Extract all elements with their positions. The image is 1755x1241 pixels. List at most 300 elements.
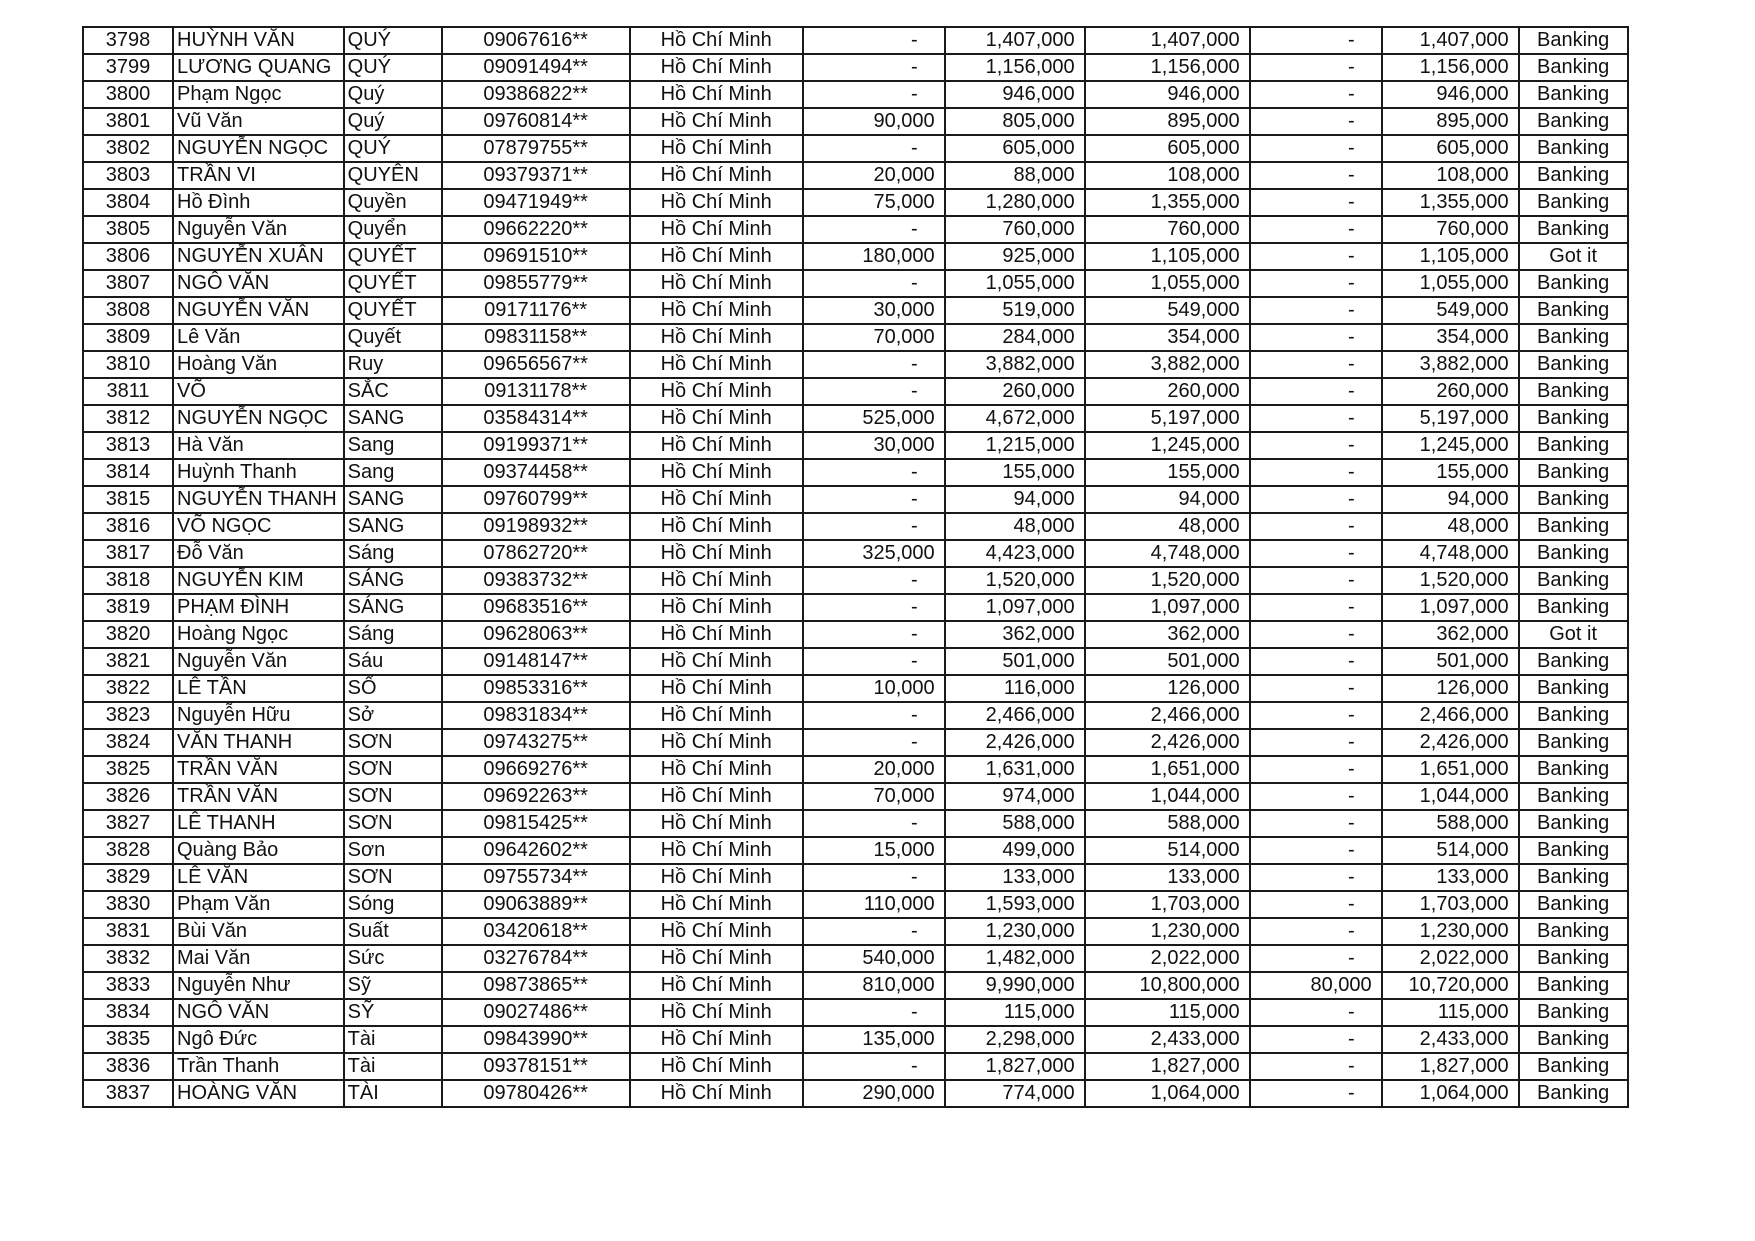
table-row [83, 54, 1628, 81]
city-cell: Hồ Chí Minh [630, 675, 803, 702]
deduction-cell: - [1250, 243, 1382, 270]
total-cell: 1,651,000 [1085, 756, 1250, 783]
amount-b-cell: 48,000 [945, 513, 1085, 540]
total-cell: 588,000 [1085, 810, 1250, 837]
given-name-cell: Quyền [344, 189, 442, 216]
city-cell: Hồ Chí Minh [630, 513, 803, 540]
amount-b-cell: 1,097,000 [945, 594, 1085, 621]
amount-a-cell: 110,000 [803, 891, 945, 918]
net-amount-cell: 1,245,000 [1382, 432, 1519, 459]
payment-method-cell: Banking [1519, 513, 1628, 540]
amount-b-cell: 1,593,000 [945, 891, 1085, 918]
phone-cell: 07879755** [442, 135, 630, 162]
deduction-cell: - [1250, 81, 1382, 108]
given-name-cell: SỸ [344, 999, 442, 1026]
row-number: 3835 [83, 1026, 173, 1053]
deduction-cell: - [1250, 405, 1382, 432]
given-name-cell: Tài [344, 1053, 442, 1080]
amount-b-cell: 284,000 [945, 324, 1085, 351]
table-row [83, 837, 1628, 864]
total-cell: 2,426,000 [1085, 729, 1250, 756]
amount-b-cell: 362,000 [945, 621, 1085, 648]
given-name-cell: SƠN [344, 864, 442, 891]
payment-method-cell: Banking [1519, 648, 1628, 675]
payment-method-cell: Banking [1519, 81, 1628, 108]
first-name-cell: TRẦN VI [173, 162, 344, 189]
total-cell: 115,000 [1085, 999, 1250, 1026]
net-amount-cell: 2,426,000 [1382, 729, 1519, 756]
first-name-cell: Hồ Đình [173, 189, 344, 216]
phone-cell: 03420618** [442, 918, 630, 945]
deduction-cell: - [1250, 324, 1382, 351]
total-cell: 2,466,000 [1085, 702, 1250, 729]
row-number: 3828 [83, 837, 173, 864]
row-number: 3822 [83, 675, 173, 702]
table-row [83, 459, 1628, 486]
total-cell: 1,097,000 [1085, 594, 1250, 621]
payment-method-cell: Banking [1519, 1080, 1628, 1107]
net-amount-cell: 2,022,000 [1382, 945, 1519, 972]
city-cell: Hồ Chí Minh [630, 999, 803, 1026]
table-row [83, 783, 1628, 810]
amount-b-cell: 1,230,000 [945, 918, 1085, 945]
total-cell: 1,407,000 [1085, 27, 1250, 54]
city-cell: Hồ Chí Minh [630, 891, 803, 918]
net-amount-cell: 1,230,000 [1382, 918, 1519, 945]
given-name-cell: Quý [344, 108, 442, 135]
deduction-cell: - [1250, 1053, 1382, 1080]
amount-a-cell: - [803, 810, 945, 837]
phone-cell: 09691510** [442, 243, 630, 270]
amount-b-cell: 1,156,000 [945, 54, 1085, 81]
first-name-cell: HUỲNH VĂN [173, 27, 344, 54]
first-name-cell: Bùi Văn [173, 918, 344, 945]
row-number: 3817 [83, 540, 173, 567]
net-amount-cell: 1,407,000 [1382, 27, 1519, 54]
phone-cell: 09760799** [442, 486, 630, 513]
row-number: 3833 [83, 972, 173, 999]
table-row [83, 108, 1628, 135]
deduction-cell: - [1250, 189, 1382, 216]
phone-cell: 03276784** [442, 945, 630, 972]
amount-b-cell: 774,000 [945, 1080, 1085, 1107]
first-name-cell: Phạm Ngọc [173, 81, 344, 108]
amount-b-cell: 1,215,000 [945, 432, 1085, 459]
given-name-cell: Quyển [344, 216, 442, 243]
city-cell: Hồ Chí Minh [630, 594, 803, 621]
payment-method-cell: Banking [1519, 783, 1628, 810]
amount-b-cell: 155,000 [945, 459, 1085, 486]
amount-a-cell: - [803, 270, 945, 297]
net-amount-cell: 1,827,000 [1382, 1053, 1519, 1080]
amount-a-cell: - [803, 594, 945, 621]
table-row [83, 810, 1628, 837]
given-name-cell: QUÝ [344, 135, 442, 162]
deduction-cell: - [1250, 351, 1382, 378]
first-name-cell: Vũ Văn [173, 108, 344, 135]
phone-cell: 09091494** [442, 54, 630, 81]
deduction-cell: - [1250, 1080, 1382, 1107]
payment-method-cell: Banking [1519, 54, 1628, 81]
given-name-cell: SƠN [344, 783, 442, 810]
first-name-cell: Ngô Đức [173, 1026, 344, 1053]
amount-b-cell: 501,000 [945, 648, 1085, 675]
given-name-cell: Sang [344, 432, 442, 459]
amount-a-cell: - [803, 378, 945, 405]
total-cell: 1,055,000 [1085, 270, 1250, 297]
amount-b-cell: 4,672,000 [945, 405, 1085, 432]
city-cell: Hồ Chí Minh [630, 1080, 803, 1107]
amount-a-cell: - [803, 135, 945, 162]
phone-cell: 09755734** [442, 864, 630, 891]
table-row [83, 918, 1628, 945]
payment-method-cell: Banking [1519, 594, 1628, 621]
city-cell: Hồ Chí Minh [630, 918, 803, 945]
row-number: 3832 [83, 945, 173, 972]
net-amount-cell: 895,000 [1382, 108, 1519, 135]
amount-b-cell: 2,466,000 [945, 702, 1085, 729]
table-row [83, 999, 1628, 1026]
first-name-cell: VÕ [173, 378, 344, 405]
city-cell: Hồ Chí Minh [630, 810, 803, 837]
table-row [83, 702, 1628, 729]
amount-a-cell: - [803, 1053, 945, 1080]
net-amount-cell: 1,520,000 [1382, 567, 1519, 594]
total-cell: 5,197,000 [1085, 405, 1250, 432]
amount-a-cell: - [803, 864, 945, 891]
city-cell: Hồ Chí Minh [630, 189, 803, 216]
given-name-cell: QUÝ [344, 27, 442, 54]
row-number: 3802 [83, 135, 173, 162]
total-cell: 2,433,000 [1085, 1026, 1250, 1053]
phone-cell: 09656567** [442, 351, 630, 378]
amount-a-cell: 75,000 [803, 189, 945, 216]
amount-b-cell: 116,000 [945, 675, 1085, 702]
total-cell: 1,520,000 [1085, 567, 1250, 594]
payment-method-cell: Banking [1519, 270, 1628, 297]
given-name-cell: Suất [344, 918, 442, 945]
first-name-cell: PHẠM ĐÌNH [173, 594, 344, 621]
phone-cell: 07862720** [442, 540, 630, 567]
amount-a-cell: - [803, 351, 945, 378]
first-name-cell: VÕ NGỌC [173, 513, 344, 540]
table-row [83, 162, 1628, 189]
deduction-cell: - [1250, 270, 1382, 297]
amount-b-cell: 1,280,000 [945, 189, 1085, 216]
first-name-cell: LÊ TẦN [173, 675, 344, 702]
deduction-cell: - [1250, 432, 1382, 459]
net-amount-cell: 155,000 [1382, 459, 1519, 486]
phone-cell: 09063889** [442, 891, 630, 918]
first-name-cell: LƯƠNG QUANG [173, 54, 344, 81]
amount-a-cell: - [803, 621, 945, 648]
row-number: 3814 [83, 459, 173, 486]
city-cell: Hồ Chí Minh [630, 486, 803, 513]
total-cell: 1,105,000 [1085, 243, 1250, 270]
phone-cell: 09374458** [442, 459, 630, 486]
phone-cell: 09148147** [442, 648, 630, 675]
given-name-cell: Quý [344, 81, 442, 108]
row-number: 3837 [83, 1080, 173, 1107]
deduction-cell: - [1250, 648, 1382, 675]
given-name-cell: QUYÊN [344, 162, 442, 189]
total-cell: 1,230,000 [1085, 918, 1250, 945]
payment-method-cell: Banking [1519, 189, 1628, 216]
first-name-cell: LÊ THANH [173, 810, 344, 837]
total-cell: 1,245,000 [1085, 432, 1250, 459]
row-number: 3799 [83, 54, 173, 81]
total-cell: 260,000 [1085, 378, 1250, 405]
table-row [83, 1053, 1628, 1080]
amount-b-cell: 4,423,000 [945, 540, 1085, 567]
row-number: 3834 [83, 999, 173, 1026]
amount-a-cell: - [803, 486, 945, 513]
amount-b-cell: 2,298,000 [945, 1026, 1085, 1053]
phone-cell: 09628063** [442, 621, 630, 648]
net-amount-cell: 760,000 [1382, 216, 1519, 243]
given-name-cell: Sở [344, 702, 442, 729]
payment-method-cell: Banking [1519, 324, 1628, 351]
phone-cell: 09642602** [442, 837, 630, 864]
row-number: 3810 [83, 351, 173, 378]
phone-cell: 09780426** [442, 1080, 630, 1107]
given-name-cell: Sáng [344, 621, 442, 648]
city-cell: Hồ Chí Minh [630, 270, 803, 297]
total-cell: 760,000 [1085, 216, 1250, 243]
row-number: 3807 [83, 270, 173, 297]
net-amount-cell: 108,000 [1382, 162, 1519, 189]
city-cell: Hồ Chí Minh [630, 567, 803, 594]
payment-method-cell: Banking [1519, 459, 1628, 486]
net-amount-cell: 10,720,000 [1382, 972, 1519, 999]
amount-a-cell: - [803, 81, 945, 108]
deduction-cell: - [1250, 729, 1382, 756]
first-name-cell: Huỳnh Thanh [173, 459, 344, 486]
amount-b-cell: 499,000 [945, 837, 1085, 864]
given-name-cell: TÀI [344, 1080, 442, 1107]
first-name-cell: NGUYỄN THANH [173, 486, 344, 513]
table-row [83, 405, 1628, 432]
row-number: 3800 [83, 81, 173, 108]
payment-method-cell: Got it [1519, 243, 1628, 270]
city-cell: Hồ Chí Minh [630, 648, 803, 675]
net-amount-cell: 362,000 [1382, 621, 1519, 648]
total-cell: 514,000 [1085, 837, 1250, 864]
phone-cell: 09386822** [442, 81, 630, 108]
table-row [83, 891, 1628, 918]
phone-cell: 09067616** [442, 27, 630, 54]
amount-a-cell: 70,000 [803, 324, 945, 351]
given-name-cell: Quyết [344, 324, 442, 351]
total-cell: 549,000 [1085, 297, 1250, 324]
total-cell: 946,000 [1085, 81, 1250, 108]
phone-cell: 09669276** [442, 756, 630, 783]
net-amount-cell: 514,000 [1382, 837, 1519, 864]
phone-cell: 09831834** [442, 702, 630, 729]
row-number: 3820 [83, 621, 173, 648]
city-cell: Hồ Chí Minh [630, 81, 803, 108]
table-row [83, 189, 1628, 216]
first-name-cell: Hoàng Ngọc [173, 621, 344, 648]
total-cell: 48,000 [1085, 513, 1250, 540]
phone-cell: 09683516** [442, 594, 630, 621]
city-cell: Hồ Chí Minh [630, 729, 803, 756]
amount-b-cell: 115,000 [945, 999, 1085, 1026]
row-number: 3830 [83, 891, 173, 918]
row-number: 3808 [83, 297, 173, 324]
table-row [83, 351, 1628, 378]
amount-a-cell: 15,000 [803, 837, 945, 864]
phone-cell: 09843990** [442, 1026, 630, 1053]
total-cell: 2,022,000 [1085, 945, 1250, 972]
first-name-cell: TRẦN VĂN [173, 783, 344, 810]
payment-method-cell: Banking [1519, 1026, 1628, 1053]
first-name-cell: Phạm Văn [173, 891, 344, 918]
given-name-cell: SỐ [344, 675, 442, 702]
deduction-cell: - [1250, 162, 1382, 189]
payment-method-cell: Banking [1519, 351, 1628, 378]
given-name-cell: QUÝ [344, 54, 442, 81]
phone-cell: 09855779** [442, 270, 630, 297]
payment-method-cell: Banking [1519, 918, 1628, 945]
table-body [83, 27, 1628, 1107]
given-name-cell: SÁNG [344, 567, 442, 594]
deduction-cell: - [1250, 108, 1382, 135]
first-name-cell: NGÔ VĂN [173, 999, 344, 1026]
city-cell: Hồ Chí Minh [630, 756, 803, 783]
city-cell: Hồ Chí Minh [630, 324, 803, 351]
city-cell: Hồ Chí Minh [630, 783, 803, 810]
table-row [83, 675, 1628, 702]
net-amount-cell: 5,197,000 [1382, 405, 1519, 432]
table-row [83, 567, 1628, 594]
net-amount-cell: 605,000 [1382, 135, 1519, 162]
amount-b-cell: 1,631,000 [945, 756, 1085, 783]
first-name-cell: TRẦN VĂN [173, 756, 344, 783]
given-name-cell: Sang [344, 459, 442, 486]
phone-cell: 09198932** [442, 513, 630, 540]
amount-b-cell: 588,000 [945, 810, 1085, 837]
first-name-cell: VĂN THANH [173, 729, 344, 756]
given-name-cell: QUYẾT [344, 243, 442, 270]
city-cell: Hồ Chí Minh [630, 216, 803, 243]
city-cell: Hồ Chí Minh [630, 945, 803, 972]
first-name-cell: NGÔ VĂN [173, 270, 344, 297]
phone-cell: 09743275** [442, 729, 630, 756]
payment-method-cell: Banking [1519, 1053, 1628, 1080]
table-row [83, 270, 1628, 297]
table-row [83, 972, 1628, 999]
phone-cell: 09379371** [442, 162, 630, 189]
city-cell: Hồ Chí Minh [630, 378, 803, 405]
amount-a-cell: - [803, 216, 945, 243]
city-cell: Hồ Chí Minh [630, 1026, 803, 1053]
total-cell: 94,000 [1085, 486, 1250, 513]
table-row [83, 1080, 1628, 1107]
net-amount-cell: 549,000 [1382, 297, 1519, 324]
payment-method-cell: Banking [1519, 405, 1628, 432]
net-amount-cell: 1,044,000 [1382, 783, 1519, 810]
first-name-cell: Hoàng Văn [173, 351, 344, 378]
given-name-cell: SANG [344, 513, 442, 540]
payment-method-cell: Banking [1519, 108, 1628, 135]
phone-cell: 09171176** [442, 297, 630, 324]
row-number: 3811 [83, 378, 173, 405]
row-number: 3812 [83, 405, 173, 432]
amount-a-cell: - [803, 999, 945, 1026]
payment-method-cell: Banking [1519, 702, 1628, 729]
first-name-cell: Hà Văn [173, 432, 344, 459]
row-number: 3806 [83, 243, 173, 270]
city-cell: Hồ Chí Minh [630, 459, 803, 486]
row-number: 3818 [83, 567, 173, 594]
row-number: 3815 [83, 486, 173, 513]
payment-method-cell: Banking [1519, 972, 1628, 999]
given-name-cell: QUYẾT [344, 270, 442, 297]
deduction-cell: - [1250, 1026, 1382, 1053]
net-amount-cell: 2,466,000 [1382, 702, 1519, 729]
amount-a-cell: 30,000 [803, 432, 945, 459]
net-amount-cell: 1,156,000 [1382, 54, 1519, 81]
total-cell: 605,000 [1085, 135, 1250, 162]
city-cell: Hồ Chí Minh [630, 297, 803, 324]
payment-method-cell: Banking [1519, 432, 1628, 459]
total-cell: 1,064,000 [1085, 1080, 1250, 1107]
amount-b-cell: 3,882,000 [945, 351, 1085, 378]
payment-method-cell: Banking [1519, 135, 1628, 162]
amount-a-cell: - [803, 648, 945, 675]
row-number: 3836 [83, 1053, 173, 1080]
phone-cell: 09199371** [442, 432, 630, 459]
total-cell: 4,748,000 [1085, 540, 1250, 567]
city-cell: Hồ Chí Minh [630, 972, 803, 999]
amount-a-cell: 20,000 [803, 162, 945, 189]
phone-cell: 09692263** [442, 783, 630, 810]
row-number: 3803 [83, 162, 173, 189]
deduction-cell: - [1250, 756, 1382, 783]
row-number: 3825 [83, 756, 173, 783]
city-cell: Hồ Chí Minh [630, 243, 803, 270]
deduction-cell: - [1250, 567, 1382, 594]
deduction-cell: - [1250, 918, 1382, 945]
deduction-cell: - [1250, 459, 1382, 486]
deduction-cell: - [1250, 675, 1382, 702]
deduction-cell: - [1250, 999, 1382, 1026]
amount-a-cell: - [803, 459, 945, 486]
payment-method-cell: Banking [1519, 810, 1628, 837]
payment-method-cell: Banking [1519, 486, 1628, 513]
city-cell: Hồ Chí Minh [630, 162, 803, 189]
phone-cell: 09853316** [442, 675, 630, 702]
amount-a-cell: - [803, 918, 945, 945]
deduction-cell: - [1250, 27, 1382, 54]
net-amount-cell: 2,433,000 [1382, 1026, 1519, 1053]
first-name-cell: LÊ VĂN [173, 864, 344, 891]
row-number: 3823 [83, 702, 173, 729]
amount-a-cell: 70,000 [803, 783, 945, 810]
amount-a-cell: - [803, 702, 945, 729]
amount-b-cell: 1,520,000 [945, 567, 1085, 594]
amount-a-cell: - [803, 729, 945, 756]
amount-a-cell: - [803, 27, 945, 54]
total-cell: 895,000 [1085, 108, 1250, 135]
table-row [83, 540, 1628, 567]
first-name-cell: Nguyễn Như [173, 972, 344, 999]
given-name-cell: Tài [344, 1026, 442, 1053]
net-amount-cell: 260,000 [1382, 378, 1519, 405]
amount-b-cell: 760,000 [945, 216, 1085, 243]
total-cell: 1,044,000 [1085, 783, 1250, 810]
